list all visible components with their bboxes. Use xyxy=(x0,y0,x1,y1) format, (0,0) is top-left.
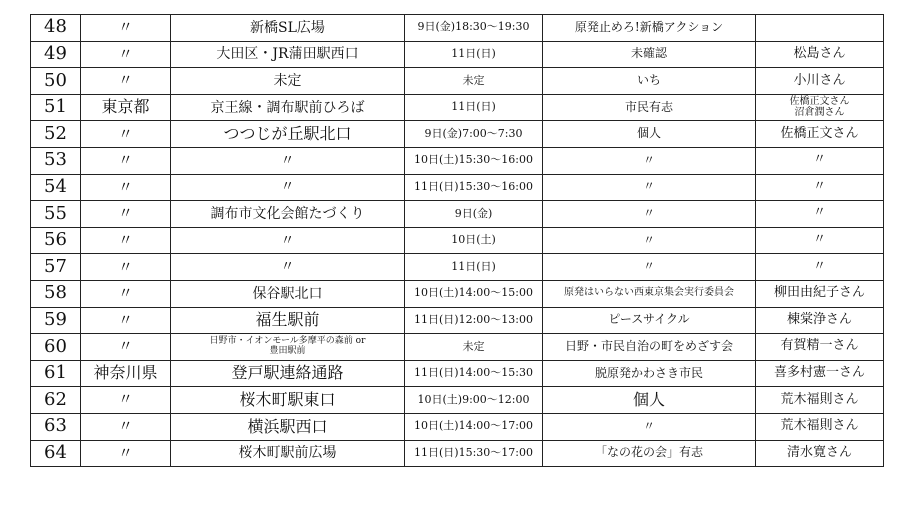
date-time: 11日(日)14:00～15:30 xyxy=(405,360,543,387)
table-row xyxy=(31,147,884,174)
contact-person: 棟棠浄さん xyxy=(756,307,884,334)
table-row xyxy=(31,360,884,387)
table-row xyxy=(31,41,884,68)
contact-person: 荒木福則さん xyxy=(756,387,884,414)
date-time: 9日(金)7:00～7:30 xyxy=(405,121,543,148)
prefecture: 〃 xyxy=(81,15,171,42)
date-time: 10日(土)15:30～16:00 xyxy=(405,147,543,174)
location: 〃 xyxy=(171,254,405,281)
table-row xyxy=(31,68,884,95)
row-number: 59 xyxy=(31,307,81,334)
table-body xyxy=(31,15,884,467)
date-time: 11日(日) xyxy=(405,41,543,68)
row-number: 52 xyxy=(31,121,81,148)
location xyxy=(171,334,405,361)
date-time: 10日(土) xyxy=(405,227,543,254)
contact-person: 小川さん xyxy=(756,68,884,95)
table-row xyxy=(31,227,884,254)
organizer: 個人 xyxy=(543,121,756,148)
date-time: 11日(日)15:30～17:00 xyxy=(405,440,543,467)
location: 新橋SL広場 xyxy=(171,15,405,42)
table-row xyxy=(31,121,884,148)
row-number: 57 xyxy=(31,254,81,281)
row-number: 64 xyxy=(31,440,81,467)
prefecture: 〃 xyxy=(81,147,171,174)
location: 保谷駅北口 xyxy=(171,280,405,307)
event-schedule-table xyxy=(30,14,884,467)
prefecture: 〃 xyxy=(81,307,171,334)
organizer: 〃 xyxy=(543,201,756,228)
date-time: 10日(土)14:00～15:00 xyxy=(405,280,543,307)
organizer: いち xyxy=(543,68,756,95)
row-number: 49 xyxy=(31,41,81,68)
date-time: 11日(日) xyxy=(405,254,543,281)
location: 横浜駅西口 xyxy=(171,413,405,440)
location: 京王線・調布駅前ひろば xyxy=(171,94,405,121)
row-number: 60 xyxy=(31,334,81,361)
organizer: 脱原発かわさき市民 xyxy=(543,360,756,387)
organizer: 〃 xyxy=(543,227,756,254)
prefecture: 〃 xyxy=(81,227,171,254)
contact-person: 荒木福則さん xyxy=(756,413,884,440)
prefecture: 〃 xyxy=(81,201,171,228)
organizer: 原発はいらない西東京集会実行委員会 xyxy=(543,280,756,307)
table-row xyxy=(31,307,884,334)
table-row xyxy=(31,15,884,42)
location: 〃 xyxy=(171,147,405,174)
table-row xyxy=(31,440,884,467)
row-number: 50 xyxy=(31,68,81,95)
contact-person: 佐橋正文さん xyxy=(756,121,884,148)
location: 福生駅前 xyxy=(171,307,405,334)
table-row xyxy=(31,387,884,414)
table-row xyxy=(31,280,884,307)
organizer: 〃 xyxy=(543,147,756,174)
location: 桜木町駅東口 xyxy=(171,387,405,414)
date-time: 11日(日)12:00～13:00 xyxy=(405,307,543,334)
prefecture: 〃 xyxy=(81,121,171,148)
row-number: 61 xyxy=(31,360,81,387)
contact-person: 松島さん xyxy=(756,41,884,68)
contact-person: 柳田由紀子さん xyxy=(756,280,884,307)
contact-person-2: 沼倉潤さん xyxy=(794,106,845,118)
prefecture: 〃 xyxy=(81,413,171,440)
date-time: 11日(日) xyxy=(405,94,543,121)
date-time: 10日(土)9:00～12:00 xyxy=(405,387,543,414)
table-row xyxy=(31,413,884,440)
date-time: 9日(金) xyxy=(405,201,543,228)
location: 桜木町駅前広場 xyxy=(171,440,405,467)
date-time: 9日(金)18:30～19:30 xyxy=(405,15,543,42)
prefecture: 〃 xyxy=(81,41,171,68)
prefecture: 〃 xyxy=(81,387,171,414)
organizer: 「なの花の会」有志 xyxy=(543,440,756,467)
contact-person: 清水寛さん xyxy=(756,440,884,467)
organizer: 原発止めろ!新橋アクション xyxy=(543,15,756,42)
organizer: 〃 xyxy=(543,174,756,201)
table-row xyxy=(31,254,884,281)
organizer: 個人 xyxy=(543,387,756,414)
date-time: 11日(日)15:30～16:00 xyxy=(405,174,543,201)
contact-person: 〃 xyxy=(756,174,884,201)
location: 未定 xyxy=(171,68,405,95)
table-row xyxy=(31,334,884,361)
location: つつじが丘駅北口 xyxy=(171,121,405,148)
prefecture: 〃 xyxy=(81,440,171,467)
contact-person-1: 佐橋正文さん xyxy=(789,96,850,108)
contact-person: 〃 xyxy=(756,147,884,174)
contact-person: 〃 xyxy=(756,201,884,228)
organizer: 市民有志 xyxy=(543,94,756,121)
prefecture: 〃 xyxy=(81,334,171,361)
row-number: 62 xyxy=(31,387,81,414)
row-number: 58 xyxy=(31,280,81,307)
contact-person xyxy=(756,15,884,42)
location: 調布市文化会館たづくり xyxy=(171,201,405,228)
prefecture: 〃 xyxy=(81,174,171,201)
location-line-2: 豊田駅前 xyxy=(269,345,306,356)
date-time: 未定 xyxy=(405,68,543,95)
date-time: 10日(土)14:00～17:00 xyxy=(405,413,543,440)
table-row xyxy=(31,201,884,228)
row-number: 56 xyxy=(31,227,81,254)
organizer: 未確認 xyxy=(543,41,756,68)
organizer: 〃 xyxy=(543,254,756,281)
location: 〃 xyxy=(171,174,405,201)
organizer: 〃 xyxy=(543,413,756,440)
contact-person: 喜多村憲一さん xyxy=(756,360,884,387)
prefecture: 〃 xyxy=(81,254,171,281)
row-number: 54 xyxy=(31,174,81,201)
row-number: 53 xyxy=(31,147,81,174)
row-number: 63 xyxy=(31,413,81,440)
prefecture: 東京都 xyxy=(81,94,171,121)
location-line-1: 日野市・イオンモール多摩平の森前 or xyxy=(209,336,366,347)
prefecture: 〃 xyxy=(81,68,171,95)
location: 〃 xyxy=(171,227,405,254)
table-row xyxy=(31,94,884,121)
organizer: 日野・市民自治の町をめざす会 xyxy=(543,334,756,361)
contact-person: 〃 xyxy=(756,227,884,254)
row-number: 55 xyxy=(31,201,81,228)
row-number: 51 xyxy=(31,94,81,121)
location: 大田区・JR蒲田駅西口 xyxy=(171,41,405,68)
prefecture: 神奈川県 xyxy=(81,360,171,387)
contact-person: 有賀精一さん xyxy=(756,334,884,361)
organizer: ピースサイクル xyxy=(543,307,756,334)
location: 登戸駅連絡通路 xyxy=(171,360,405,387)
contact-person xyxy=(756,94,884,121)
prefecture: 〃 xyxy=(81,280,171,307)
row-number: 48 xyxy=(31,15,81,42)
table-row xyxy=(31,174,884,201)
contact-person: 〃 xyxy=(756,254,884,281)
date-time: 未定 xyxy=(405,334,543,361)
